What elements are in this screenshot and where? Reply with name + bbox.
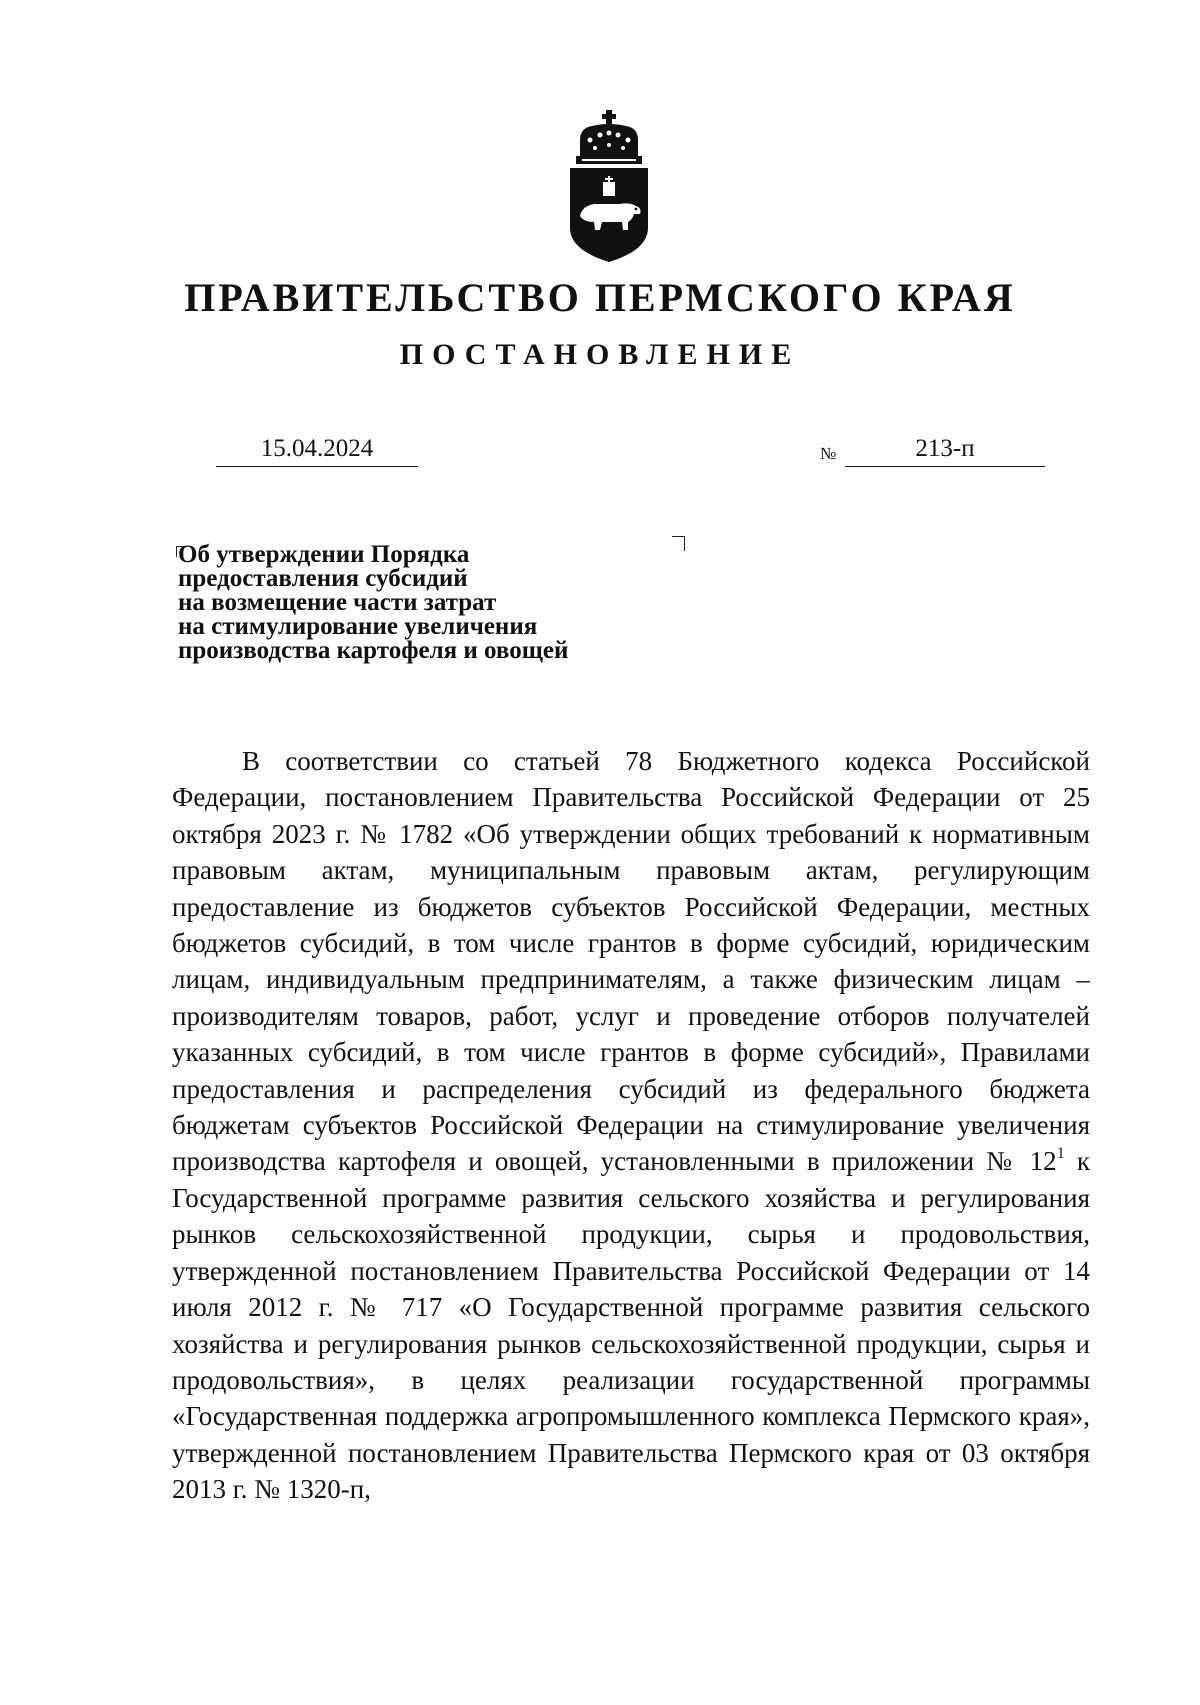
preamble-superscript: 1	[1056, 1145, 1065, 1163]
document-date: 15.04.2024	[216, 432, 418, 467]
subject-line: на стимулирование увеличения	[178, 613, 538, 640]
number-label: №	[820, 444, 837, 463]
document-subject	[178, 543, 698, 663]
preamble-text-part-1: В соответствии со статьей 78 Бюджетного кодекса Российской Федерации, постановлением Правительства Российской Федерации от 25 октября 2023 г. № 1782 «Об утверждении общих требований к нормативным правовым актам, муниципальным правовым актам, регулирующим предоставление из бюджетов субъектов Российской Федерации, местных бюджетов субсидий, в том числе грантов в форме субсидий, юридическим лицам, индивидуальным предпринимателям, а также физическим лицам – производителям товаров, работ, услуг и проведение отборов получателей указанных субсидий, в том числе грантов в форме субсидий», Правилами предоставления и распределения субсидий из федерального бюджета бюджетам субъектов Российской Федерации на стимулирование увеличения производства картофеля и овощей, установленными в приложении № 12	[172, 746, 1090, 1177]
preamble-text-part-2: к Государственной программе развития сельского хозяйства и регулирования рынков сельскохозяйственной продукции, сырья и продовольствия, утвержденной постановлением Правительства Российской Федерации от 14 июля 2012 г. № 717 «О Государственной программе развития сельского хозяйства и регулирования рынков сельскохозяйственной продукции, сырья и продовольствия», в целях реализации государственной программы «Государственная поддержка агропромышленного комплекса Пермского края», утвержденной постановлением Правительства Пермского края от 03 октября 2013 г. № 1320-п,	[172, 1146, 1090, 1505]
document-number: 213-п	[845, 432, 1045, 467]
document-type-title: ПОСТАНОВЛЕНИЕ	[399, 338, 801, 371]
subject-line: предоставления субсидий	[178, 565, 468, 592]
perm-krai-coat-of-arms-icon	[566, 110, 652, 262]
subject-line: на возмещение части затрат	[178, 589, 497, 616]
organization-title: ПРАВИТЕЛЬСТВО ПЕРМСКОГО КРАЯ	[184, 275, 1016, 320]
subject-line: производства картофеля и овощей	[178, 637, 569, 664]
subject-line: Об утверждении Порядка	[178, 541, 470, 568]
preamble-paragraph	[172, 743, 1090, 1508]
